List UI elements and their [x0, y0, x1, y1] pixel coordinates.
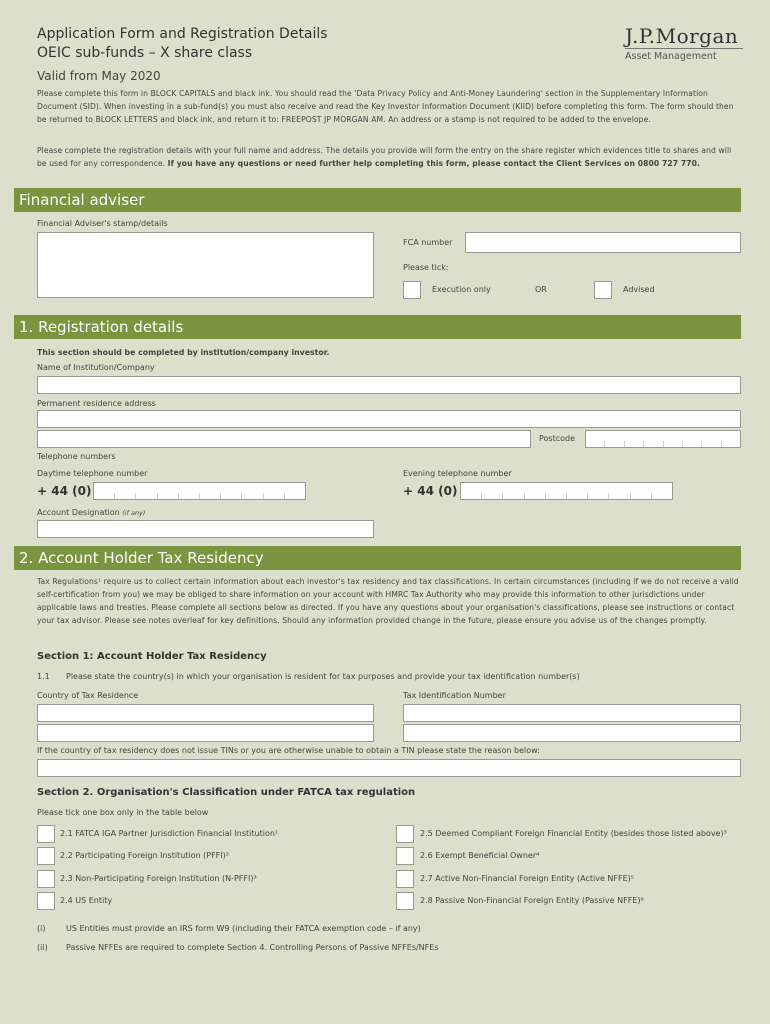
fatca-option-2-6-checkbox[interactable] — [396, 847, 414, 865]
execution-only-checkbox[interactable] — [403, 281, 421, 299]
execution-only-label: Execution only — [432, 285, 491, 294]
fca-number-field[interactable] — [465, 232, 741, 253]
fatca-option-2-2-checkbox[interactable] — [37, 847, 55, 865]
logo-name: J.P.Morgan — [625, 24, 739, 48]
institution-name-field[interactable] — [37, 376, 741, 394]
evening-phone-prefix: + 44 (0) — [403, 484, 458, 498]
stamp-label: Financial Adviser's stamp/details — [37, 219, 168, 228]
fatca-option-2-8-checkbox[interactable] — [396, 892, 414, 910]
institution-name-label: Name of Institution/Company — [37, 363, 155, 372]
no-tin-reason-field[interactable] — [37, 759, 741, 777]
intro-paragraph-2-help: If you have any questions or need further help completing this form, please contact the Client Services on 0800 727 770. — [167, 159, 701, 168]
daytime-phone-prefix: + 44 (0) — [37, 484, 92, 498]
fatca-option-2-1-label: 2.1 FATCA IGA Partner Jurisdiction Financial Institution¹ — [60, 829, 279, 838]
account-designation-hint: (if any) — [122, 509, 146, 517]
section-2-title: Section 2. Organisation's Classification under FATCA tax regulation — [37, 787, 416, 798]
fatca-option-2-8-label: 2.8 Passive Non-Financial Foreign Entity (Passive NFFE)⁶ — [420, 896, 644, 905]
evening-phone-label: Evening telephone number — [403, 469, 512, 478]
note-i-number: (i) — [37, 924, 46, 933]
evening-phone-field[interactable] — [460, 482, 673, 500]
daytime-phone-label: Daytime telephone number — [37, 469, 148, 478]
address-line-2-field[interactable] — [37, 430, 531, 448]
or-label: OR — [535, 285, 547, 294]
adviser-stamp-field[interactable] — [37, 232, 374, 298]
form-subtitle: OEIC sub-funds – X share class — [37, 45, 253, 61]
fatca-option-2-7-checkbox[interactable] — [396, 870, 414, 888]
tin-field-1[interactable] — [403, 704, 741, 722]
daytime-phone-field[interactable] — [93, 482, 306, 500]
country-label: Country of Tax Residence — [37, 691, 139, 700]
form-title: Application Form and Registration Details — [37, 26, 328, 42]
advised-label: Advised — [623, 285, 655, 294]
fatca-option-2-1-checkbox[interactable] — [37, 825, 55, 843]
note-ii-text: Passive NFFEs are required to complete Section 4. Controlling Persons of Passive NFFEs/NFEs — [66, 943, 439, 952]
financial-adviser-bar: Financial adviser — [14, 188, 741, 212]
fatca-option-2-4-label: 2.4 US Entity — [60, 896, 113, 905]
fca-label: FCA number — [403, 238, 453, 247]
tin-field-2[interactable] — [403, 724, 741, 742]
logo-sub: Asset Management — [625, 48, 743, 62]
country-field-2[interactable] — [37, 724, 374, 742]
fatca-option-2-7-label: 2.7 Active Non-Financial Foreign Entity (Active NFFE)⁵ — [420, 874, 635, 883]
tax-residency-bar: 2. Account Holder Tax Residency — [14, 546, 741, 570]
postcode-label: Postcode — [539, 434, 576, 443]
no-tin-label: If the country of tax residency does not issue TINs or you are otherwise unable to obtain a TIN please state the reason below: — [37, 746, 540, 755]
fatca-option-2-4-checkbox[interactable] — [37, 892, 55, 910]
intro-paragraph-2-text: Please complete the registration details with your full name and address. The details you provide will form the entry on the share register which evidences title to shares and will be used for any correspondence. — [37, 146, 732, 168]
account-designation-field[interactable] — [37, 520, 374, 538]
address-label: Permanent residence address — [37, 399, 156, 408]
tax-intro: Tax Regulations¹ require us to collect certain information about each investor's tax residency and tax classifications. In certain circumstances (including if we do not receive a valid self-certification from you) we may be obliged to share information on your account with HMRC Tax Authority who may provide this information to other jurisdictions under applicable laws and treaties. Please complete all sections below as directed. If you have any questions about your organisation's classifications, please see instructions or contact your tax advisor. Please see notes overleaf for key definitions. Should any information provided change in the future, please ensure you advise us of the changes promptly. — [37, 577, 739, 625]
fatca-option-2-5-label: 2.5 Deemed Compliant Foreign Financial Entity (besides those listed above)³ — [420, 829, 727, 838]
note-i-text: US Entities must provide an IRS form W9 (including their FATCA exemption code – if any) — [66, 924, 421, 933]
fatca-option-2-2-label: 2.2 Participating Foreign Institution (PFFI)² — [60, 851, 229, 860]
tin-label: Tax Identification Number — [403, 691, 506, 700]
telephone-label: Telephone numbers — [37, 452, 116, 461]
s11-number: 1.1 — [37, 672, 50, 681]
account-designation-text: Account Designation — [37, 508, 120, 517]
please-tick-label: Please tick: — [403, 263, 449, 272]
valid-from: Valid from May 2020 — [37, 69, 161, 83]
advised-checkbox[interactable] — [594, 281, 612, 299]
s11-text: Please state the country(s) in which your organisation is resident for tax purposes and provide your tax identification number(s) — [66, 672, 580, 681]
fatca-option-2-5-checkbox[interactable] — [396, 825, 414, 843]
registration-details-bar: 1. Registration details — [14, 315, 741, 339]
registration-note: This section should be completed by institution/company investor. — [37, 348, 330, 357]
intro-paragraph-2 — [37, 144, 742, 170]
postcode-field[interactable] — [585, 430, 741, 448]
note-ii-number: (ii) — [37, 943, 48, 952]
fatca-option-2-3-checkbox[interactable] — [37, 870, 55, 888]
country-field-1[interactable] — [37, 704, 374, 722]
jpmorgan-logo — [625, 24, 743, 62]
fatca-option-2-3-label: 2.3 Non-Participating Foreign Institution (N-PFFI)³ — [60, 874, 257, 883]
intro-paragraph-1: Please complete this form in BLOCK CAPITALS and black ink. You should read the 'Data Privacy Policy and Anti-Money Laundering' section in the Supplementary Information Document (SID). When investing in a sub-fund(s) you must also receive and read the Key Investor Information Document (KIID) before completing this form. The form should then be returned to BLOCK LETTERS and black ink, and return it to: FREEPOST JP MORGAN AM. An address or a stamp is not required to be added to the envelope. — [37, 89, 734, 124]
address-line-1-field[interactable] — [37, 410, 741, 428]
account-designation-label — [37, 508, 145, 517]
tick-one-label: Please tick one box only in the table below — [37, 808, 209, 817]
section-1-title: Section 1: Account Holder Tax Residency — [37, 651, 267, 662]
fatca-option-2-6-label: 2.6 Exempt Beneficial Owner⁴ — [420, 851, 540, 860]
